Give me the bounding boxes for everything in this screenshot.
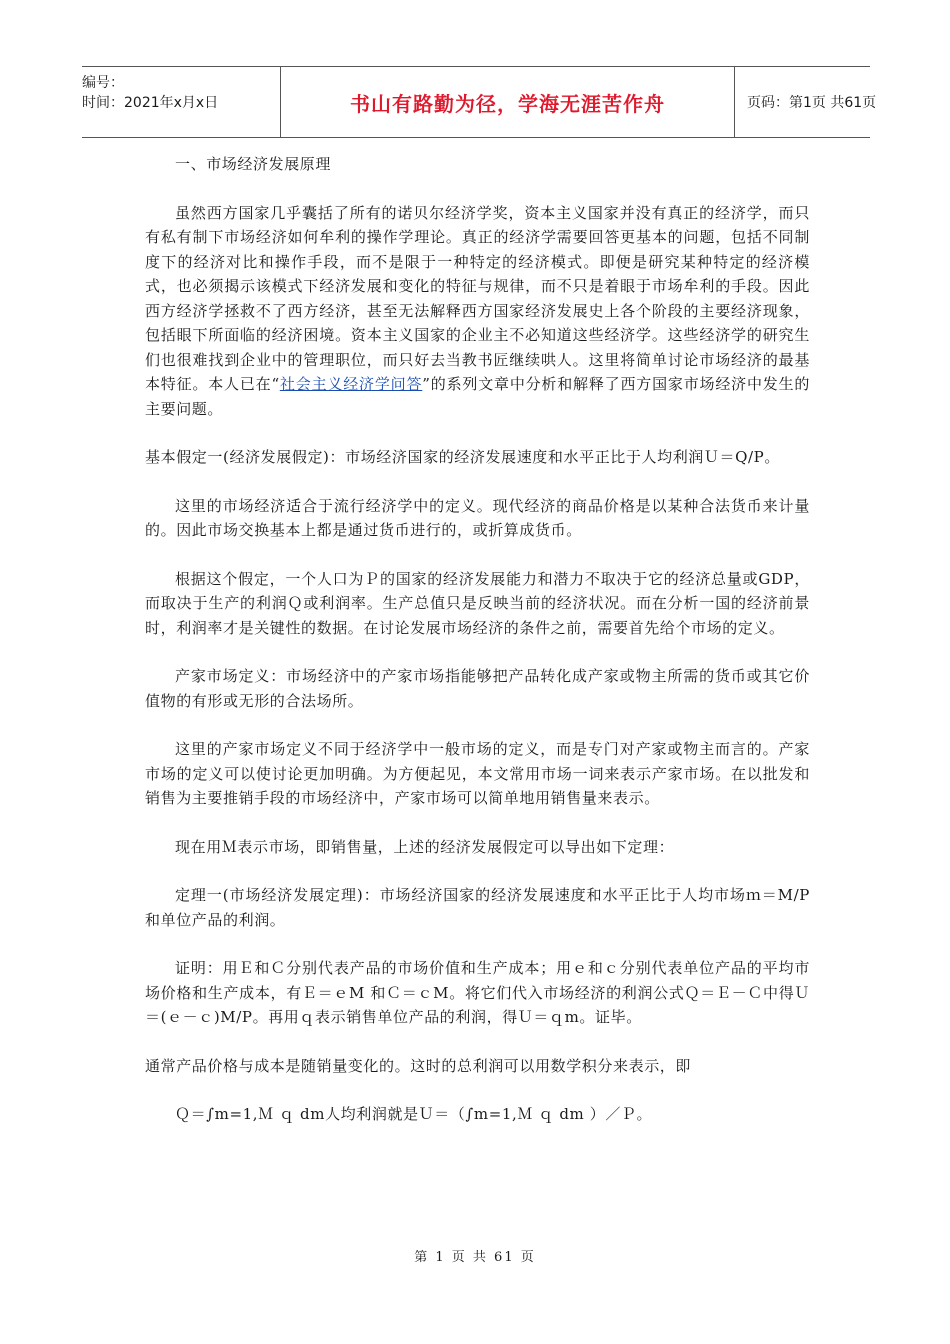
paragraph-7: 现在用Ｍ表示市场，即销售量，上述的经济发展假定可以导出如下定理：	[175, 837, 675, 856]
market-definition: 产家市场定义：市场经济中的产家市场指能够把产品转化成产家或物主所需的货币或其它价值物的有形或无形的合法场所。	[145, 667, 810, 710]
paragraph-3: 这里的市场经济适合于流行经济学中的定义。现代经济的商品价格是以某种合法货币来计量的。因此市场交换基本上都是通过货币进行的，或折算成货币。	[145, 496, 810, 539]
document-body	[145, 152, 810, 1151]
document-date-label: 时间：2021年x月x日	[82, 95, 219, 111]
theorem-one: 定理一(市场经济发展定理)：市场经济国家的经济发展速度和水平正比于人均市场ｍ＝M/P和单位产品的利润。	[145, 886, 810, 929]
paragraph-6: 这里的产家市场定义不同于经济学中一般市场的定义，而是专门对产家或物主而言的。产家市场的定义可以使讨论更加明确。为方便起见，本文常用市场一词来表示产家市场。在以批发和销售为主要推销手段的市场经济中，产家市场可以简单地用销售量来表示。	[145, 740, 810, 807]
header-motto: 书山有路勤为径，学海无涯苦作舟	[281, 67, 735, 137]
header-meta-cell	[82, 67, 281, 137]
paragraph-1-tail: ”的系列文章中分析和解释了西方国家市场经济中发生的主要问题。	[145, 375, 811, 418]
integral-formula: Ｑ＝∫m=1,Ｍ ｑ dm人均利润就是Ｕ＝（∫m=1,Ｍ ｑ dm ）／Ｐ。	[175, 1105, 653, 1123]
header-page-label: 页码：第1页 共61页	[747, 95, 877, 111]
paragraph-1-text: 虽然西方国家几乎囊括了所有的诺贝尔经济学奖，资本主义国家并没有真正的经济学，而只有私有制下市场经济如何牟利的操作学理论。真正的经济学需要回答更基本的问题，包括不同制度下的经济对比和操作手段，而不是限于一种特定的经济模式。即便是研究某种特定的经济模式，也必须揭示该模式下经济发展和变化的特征与规律，而不只是着眼于市场牟利的手段。因此西方经济学拯救不了西方经济，甚至无法解释西方国家经济发展史上各个阶段的主要经济现象，包括眼下所面临的经济困境。资本主义国家的企业主不必知道这些经济学。这些经济学的研究生们也很难找到企业中的管理职位，而只好去当教书匠继续哄人。这里将简单讨论市场经济的最基本特征。本人已在“	[145, 203, 810, 393]
paragraph-10: 通常产品价格与成本是随销量变化的。这时的总利润可以用数学积分来表示，即	[145, 1056, 692, 1075]
page-header	[82, 66, 877, 138]
section-title: 一、市场经济发展原理	[175, 155, 332, 173]
page-footer: 第 1 页 共 61 页	[414, 1250, 536, 1265]
proof: 证明：用Ｅ和Ｃ分别代表产品的市场价值和生产成本；用ｅ和ｃ分别代表单位产品的平均市场价格和生产成本，有Ｅ＝ｅM 和Ｃ＝ｃM。将它们代入市场经济的利润公式Ｑ＝Ｅ－Ｃ中得Ｕ＝(ｅ－ｃ)M/P。再用ｑ表示销售单位产品的利润，得Ｕ＝ｑm。证毕。	[145, 959, 810, 1026]
paragraph-1	[145, 201, 810, 422]
paragraph-4: 根据这个假定，一个人口为Ｐ的国家的经济发展能力和潜力不取决于它的经济总量或GDP，而取决于生产的利润Ｑ或利润率。生产总值只是反映当前的经济状况。而在分析一国的经济前景时，利润率才是关键性的数据。在讨论发展市场经济的条件之前，需要首先给个市场的定义。	[145, 569, 810, 637]
qa-series-link[interactable]: 社会主义经济学问答	[279, 375, 423, 393]
document-number-label: 编号：	[82, 75, 124, 91]
assumption-one: 基本假定一(经济发展假定)：市场经济国家的经济发展速度和水平正比于人均利润Ｕ＝Q/P。	[145, 448, 780, 466]
